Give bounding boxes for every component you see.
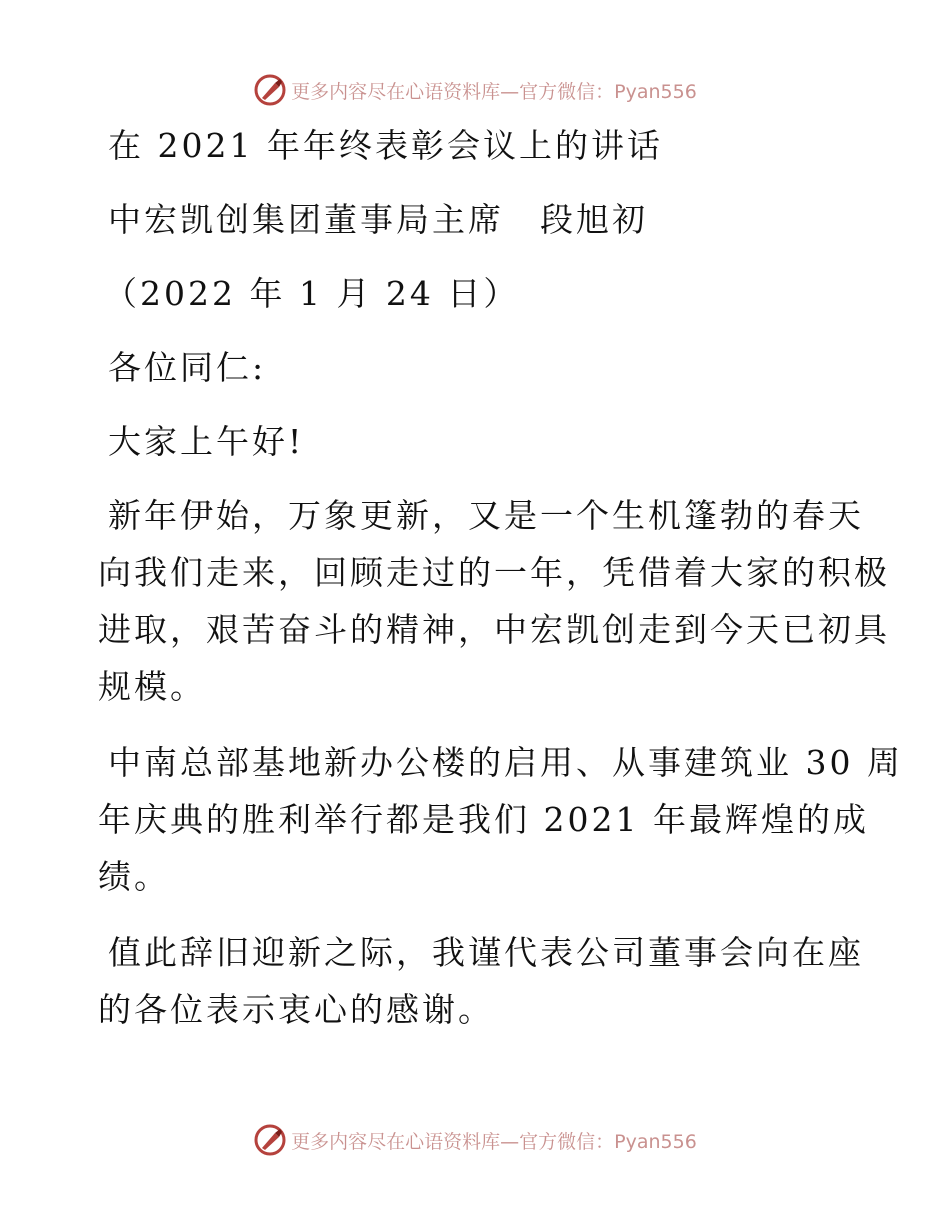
paragraph-line: 新年伊始，万象更新，又是一个生机篷勃的春天 — [108, 496, 864, 535]
fountain-pen-logo-icon — [253, 1123, 287, 1157]
paragraph-line: 年庆典的胜利举行都是我们 2021 年最辉煌的成 — [98, 800, 869, 839]
footer-watermark — [0, 1120, 950, 1160]
paragraph-line: 的各位表示衷心的感谢。 — [98, 990, 494, 1029]
paragraph-line: 绩。 — [98, 857, 170, 896]
header-watermark — [0, 70, 950, 110]
speech-date: （2022 年 1 月 24 日） — [104, 274, 520, 313]
greeting: 各位同仁: — [108, 348, 267, 387]
speaker-line: 中宏凯创集团董事局主席 段旭初 — [108, 200, 648, 239]
salutation: 大家上午好! — [108, 422, 305, 461]
paragraph-line: 规模。 — [98, 667, 206, 706]
watermark-text: 更多内容尽在心语资料库—官方微信：Pyan556 — [291, 1130, 697, 1153]
fountain-pen-logo-icon — [253, 73, 287, 107]
paragraph-line: 中南总部基地新办公楼的启用、从事建筑业 30 周 — [108, 743, 903, 782]
watermark-text: 更多内容尽在心语资料库—官方微信：Pyan556 — [291, 80, 697, 103]
paragraph-line: 进取，艰苦奋斗的精神，中宏凯创走到今天已初具 — [98, 610, 890, 649]
paragraph-line: 向我们走来，回顾走过的一年，凭借着大家的积极 — [98, 553, 890, 592]
paragraph-line: 值此辞旧迎新之际，我谨代表公司董事会向在座 — [108, 933, 864, 972]
speech-title: 在 2021 年年终表彰会议上的讲话 — [108, 126, 663, 165]
